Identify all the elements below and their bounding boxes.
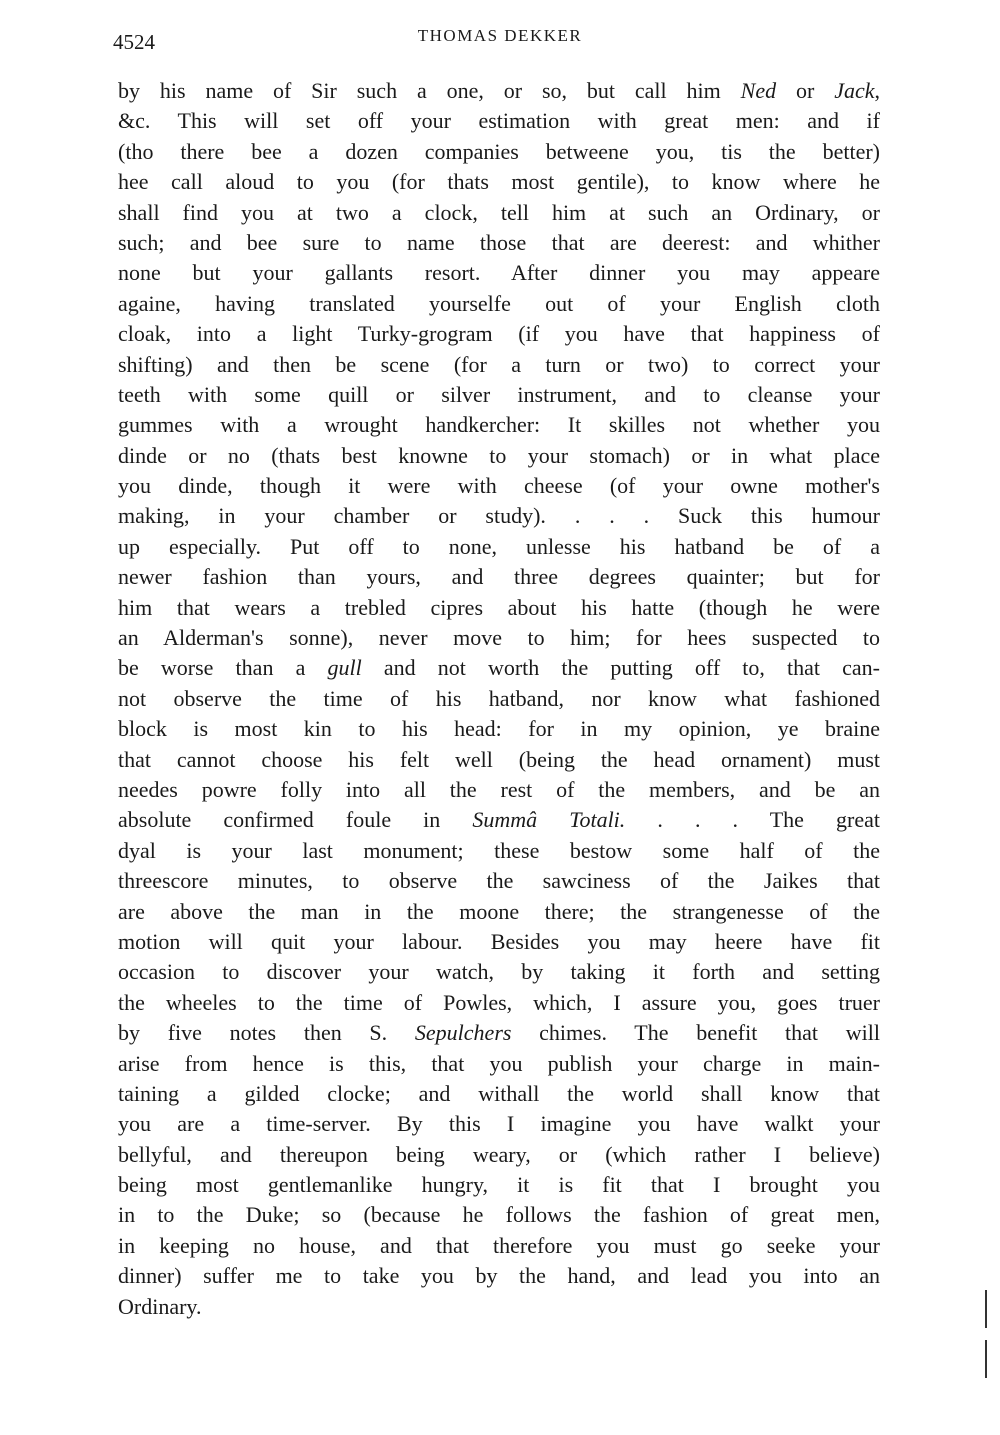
running-title: THOMAS DEKKER (417, 26, 583, 45)
text-line (118, 137, 880, 167)
text-segment: bellyful, and thereupon being weary, or (which rather I believe) (118, 1141, 880, 1167)
text-segment: cloak, into a light Turky-grogram (if you have that happiness of (118, 321, 880, 347)
text-segment: you dinde, though it were with cheese (of your owne mother's (118, 473, 880, 499)
text-segment: shifting) and then be scene (for a turn or two) to correct your (118, 351, 880, 377)
text-segment: you are a time-server. By this I imagine you have walkt your (118, 1111, 880, 1137)
text-segment: in keeping no house, and that therefore you must go seeke your (118, 1232, 880, 1258)
text-segment: such; and bee sure to name those that are deerest: and whither (118, 229, 880, 255)
text-line (118, 380, 880, 410)
text-line (118, 957, 880, 987)
text-line (118, 167, 880, 197)
text-segment: none but your gallants resort. After dinner you may appeare (118, 260, 880, 286)
page-number: 4524 (113, 30, 155, 54)
text-segment: teeth with some quill or silver instrument, and to cleanse your (118, 381, 880, 407)
text-segment: occasion to discover your watch, by taking it forth and setting (118, 959, 880, 985)
text-segment: an Alderman's sonne), never move to him; for hees suspected to (118, 625, 880, 651)
text-segment: taining a gilded clocke; and withall the world shall know that (118, 1080, 880, 1106)
text-segment: in to the Duke; so (because he follows the fashion of great men, (118, 1202, 880, 1228)
text-segment: hee call aloud to you (for thats most gentile), to know where he (118, 169, 880, 195)
italic-text: Jack (834, 78, 875, 103)
text-segment: being most gentlemanlike hungry, it is fit that I brought you (118, 1172, 880, 1198)
text-segment: by five notes then S. (118, 1020, 415, 1046)
text-segment: gummes with a wrought handkercher: It skilles not whether you (118, 412, 880, 438)
text-segment: &c. This will set off your estimation with great men: and if (118, 108, 880, 134)
text-segment: needes powre folly into all the rest of the members, and be an (118, 776, 880, 802)
text-segment: , (874, 78, 881, 103)
text-line (118, 1049, 880, 1079)
text-segment: shall find you at two a clock, tell him at such an Ordinary, or (118, 199, 880, 225)
text-segment: not observe the time of his hatband, nor know what fashioned (118, 685, 880, 711)
text-segment: and not worth the putting off to, that can- (361, 655, 880, 681)
text-segment: be worse than a (118, 655, 328, 681)
text-line (118, 289, 880, 319)
text-line (118, 1140, 880, 1170)
text-segment: motion will quit your labour. Besides you may heere have fit (118, 928, 880, 954)
text-line (118, 76, 880, 106)
text-segment: chimes. The benefit that will (511, 1020, 880, 1046)
text-segment: by his name of Sir such a one, or so, but call him (118, 78, 741, 103)
text-line (118, 623, 880, 653)
italic-text: Summâ Totali. (472, 807, 626, 833)
body-text (118, 76, 880, 1322)
text-line (118, 319, 880, 349)
italic-text: Sepulchers (414, 1020, 512, 1046)
text-line (118, 441, 880, 471)
text-segment: up especially. Put off to none, unlesse his hatband be of a (118, 533, 880, 559)
text-line (118, 1292, 880, 1322)
margin-rule (985, 1340, 987, 1378)
text-segment: block is most kin to his head: for in my opinion, ye braine (118, 716, 880, 742)
text-line (118, 198, 880, 228)
text-line (118, 1109, 880, 1139)
text-line (118, 1200, 880, 1230)
text-segment: dyal is your last monument; these bestow some half of the (118, 837, 880, 863)
text-line (118, 562, 880, 592)
text-segment: threescore minutes, to observe the sawciness of the Jaikes that (118, 868, 880, 894)
text-line (118, 471, 880, 501)
text-segment: are above the man in the moone there; the strangenesse of the (118, 898, 880, 924)
text-line (118, 1231, 880, 1261)
text-segment: dinner) suffer me to take you by the hand, and lead you into an (118, 1263, 880, 1289)
text-segment: making, in your chamber or study). . . . Suck this humour (118, 503, 880, 529)
text-line (118, 988, 880, 1018)
text-segment: (tho there bee a dozen companies betweene you, tis the better) (118, 138, 880, 164)
text-segment: or (776, 78, 835, 103)
text-line (118, 836, 880, 866)
text-segment: that cannot choose his felt well (being the head ornament) must (118, 746, 880, 772)
text-segment: dinde or no (thats best knowne to your stomach) or in what place (118, 442, 880, 468)
text-line (118, 866, 880, 896)
margin-rule (985, 1290, 987, 1328)
text-line (118, 501, 880, 531)
text-line (118, 684, 880, 714)
text-segment: absolute confirmed foule in (118, 807, 473, 833)
text-line (118, 228, 880, 258)
text-line (118, 258, 880, 288)
text-line (118, 350, 880, 380)
text-line (118, 1170, 880, 1200)
text-line (118, 1079, 880, 1109)
text-line (118, 593, 880, 623)
text-line (118, 410, 880, 440)
text-line (118, 1261, 880, 1291)
text-line (118, 532, 880, 562)
text-segment: newer fashion than yours, and three degrees quainter; but for (118, 564, 880, 590)
italic-text: gull (327, 655, 362, 681)
text-segment: Ordinary. (118, 1293, 202, 1319)
text-segment: againe, having translated yourselfe out of your English cloth (118, 290, 880, 316)
text-line (118, 653, 880, 683)
text-line (118, 745, 880, 775)
text-line (118, 805, 880, 835)
text-line (118, 106, 880, 136)
text-segment: . . . The great (625, 807, 880, 833)
text-segment: arise from hence is this, that you publish your charge in main- (118, 1050, 880, 1076)
text-line (118, 775, 880, 805)
text-segment: him that wears a trebled cipres about his hatte (though he were (118, 594, 880, 620)
text-line (118, 1018, 880, 1048)
text-line (118, 897, 880, 927)
text-line (118, 927, 880, 957)
text-line (118, 714, 880, 744)
text-segment: the wheeles to the time of Powles, which, I assure you, goes truer (118, 989, 880, 1015)
italic-text: Ned (740, 78, 777, 103)
